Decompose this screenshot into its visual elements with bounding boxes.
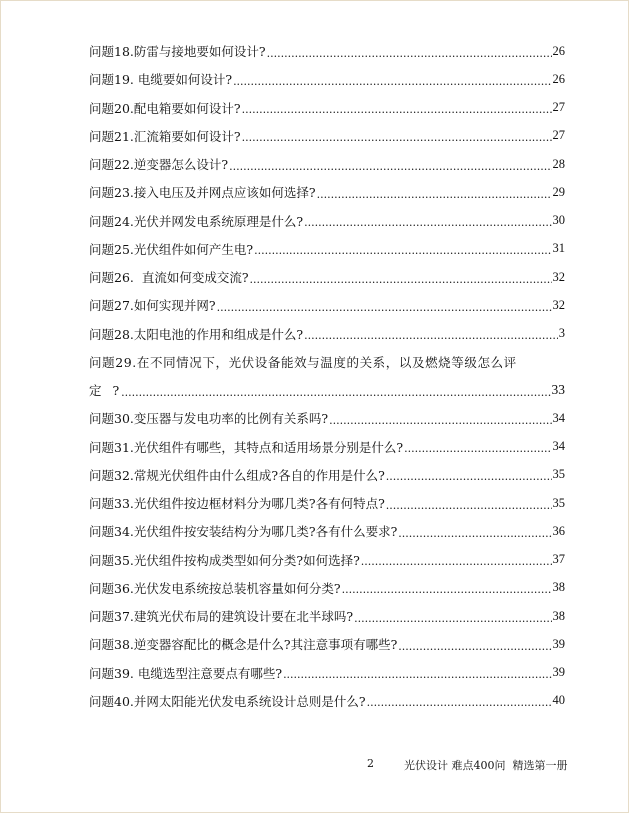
toc-entry-page: 34: [552, 410, 565, 425]
book-title: 光伏设计 难点400问 精选第一册: [404, 759, 568, 772]
toc-entry-title: 定 ?: [89, 383, 121, 399]
toc-leader-dots: [342, 581, 552, 596]
toc-entry-page: 40: [552, 693, 565, 708]
toc-entry-page: 3: [558, 326, 565, 341]
toc-entry-page: 32: [552, 269, 565, 284]
toc-entry-title: 问题22.逆变器怎么设计?: [89, 157, 229, 173]
toc-entry[interactable]: [89, 489, 565, 517]
toc-entry[interactable]: [89, 574, 565, 602]
toc-entry[interactable]: [89, 291, 565, 319]
toc-entry-title: 问题33.光伏组件按边框材料分为哪几类?各有何特点?: [89, 496, 385, 512]
toc-entry-continuation[interactable]: [89, 376, 565, 404]
toc-entry-page: 29: [552, 184, 565, 199]
toc-entry[interactable]: [89, 602, 565, 630]
toc-entry-page: 35: [552, 495, 565, 510]
table-of-contents: [89, 37, 565, 715]
toc-leader-dots: [398, 525, 551, 540]
toc-leader-dots: [329, 412, 551, 427]
toc-entry[interactable]: [89, 207, 565, 235]
toc-entry-page: 27: [552, 100, 565, 115]
toc-entry-title: 问题36.光伏发电系统按总装机容量如何分类?: [89, 580, 341, 596]
toc-entry-page: 30: [552, 213, 565, 228]
toc-entry-title: 问题35.光伏组件按构成类型如何分类?如何选择?: [89, 552, 360, 568]
toc-entry-title: 问题27.如何实现并网?: [89, 298, 216, 314]
toc-leader-dots: [354, 610, 551, 625]
toc-leader-dots: [254, 242, 551, 257]
toc-entry[interactable]: [89, 235, 565, 263]
toc-entry-title: 问题19. 电缆要如何设计?: [89, 72, 233, 88]
toc-entry-page: 26: [552, 43, 565, 58]
toc-leader-dots: [317, 186, 552, 201]
toc-entry[interactable]: [89, 659, 565, 687]
toc-leader-dots: [367, 694, 552, 709]
toc-entry[interactable]: [89, 687, 565, 715]
toc-entry-page: 33: [551, 382, 565, 398]
toc-entry-page: 31: [552, 241, 565, 256]
toc-entry-title: 问题40.并网太阳能光伏发电系统设计总则是什么?: [89, 693, 366, 709]
toc-leader-dots: [404, 440, 551, 455]
toc-entry-page: 26: [552, 71, 565, 86]
toc-entry-title: 问题37.建筑光伏布局的建筑设计要在北半球吗?: [89, 609, 354, 625]
toc-entry-title: 问题23.接入电压及并网点应该如何选择?: [89, 185, 316, 201]
toc-entry[interactable]: [89, 178, 565, 206]
toc-entry-page: 35: [552, 467, 565, 482]
toc-entry[interactable]: [89, 461, 565, 489]
toc-entry[interactable]: [89, 348, 565, 376]
toc-entry[interactable]: [89, 433, 565, 461]
toc-leader-dots: [304, 214, 551, 229]
toc-entry-title: 问题31.光伏组件有哪些，其特点和适用场景分别是什么?: [89, 439, 404, 455]
toc-leader-dots: [121, 384, 550, 399]
toc-entry-title: 问题20.配电箱要如何设计?: [89, 100, 241, 116]
toc-leader-dots: [242, 129, 552, 144]
page-number: 2: [367, 757, 374, 770]
toc-entry[interactable]: [89, 65, 565, 93]
toc-entry-title: 问题34.光伏组件按安装结构分为哪几类?各有什么要求?: [89, 524, 398, 540]
toc-leader-dots: [361, 553, 552, 568]
toc-leader-dots: [386, 468, 552, 483]
toc-entry-title: 问题26. 直流如何变成交流?: [89, 270, 249, 286]
toc-entry-page: 28: [552, 156, 565, 171]
toc-leader-dots: [229, 158, 551, 173]
toc-entry-page: 32: [552, 297, 565, 312]
toc-entry-title: 问题39. 电缆选型注意要点有哪些?: [89, 665, 283, 681]
toc-entry[interactable]: [89, 320, 565, 348]
toc-entry[interactable]: [89, 630, 565, 658]
toc-entry[interactable]: [89, 517, 565, 545]
toc-leader-dots: [250, 271, 552, 286]
toc-entry[interactable]: [89, 150, 565, 178]
toc-entry[interactable]: [89, 94, 565, 122]
toc-leader-dots: [217, 299, 552, 314]
toc-entry[interactable]: [89, 37, 565, 65]
toc-entry-title: 问题24.光伏并网发电系统原理是什么?: [89, 213, 304, 229]
toc-leader-dots: [386, 497, 552, 512]
toc-entry-title: 问题30.变压器与发电功率的比例有关系吗?: [89, 411, 329, 427]
toc-entry[interactable]: [89, 122, 565, 150]
toc-leader-dots: [283, 666, 551, 681]
toc-entry-page: 37: [552, 552, 565, 567]
toc-entry-title: 问题32.常规光伏组件由什么组成?各自的作用是什么?: [89, 467, 385, 483]
toc-entry-title: 问题38.逆变器容配比的概念是什么?其注意事项有哪些?: [89, 637, 398, 653]
toc-entry-page: 27: [552, 128, 565, 143]
toc-leader-dots: [242, 101, 552, 116]
toc-entry[interactable]: [89, 546, 565, 574]
toc-entry-title: 问题28.太阳电池的作用和组成是什么?: [89, 326, 304, 342]
toc-entry-page: 39: [552, 636, 565, 651]
toc-entry-title: 问题25.光伏组件如何产生电?: [89, 241, 254, 257]
toc-leader-dots: [267, 45, 552, 60]
toc-leader-dots: [398, 638, 551, 653]
toc-entry-page: 38: [552, 608, 565, 623]
toc-leader-dots: [304, 327, 558, 342]
toc-entry-title: 问题21.汇流箱要如何设计?: [89, 128, 241, 144]
toc-leader-dots: [233, 73, 551, 88]
page-footer: [367, 757, 568, 773]
toc-entry-page: 38: [552, 580, 565, 595]
toc-entry-page: 39: [552, 665, 565, 680]
toc-entry-page: 34: [552, 439, 565, 454]
toc-entry-title: 问题29.在不同情况下，光伏设备能效与温度的关系，以及燃烧等级怎么评: [89, 354, 517, 370]
toc-entry-title: 问题18.防雷与接地要如何设计?: [89, 44, 266, 60]
toc-entry[interactable]: [89, 404, 565, 432]
toc-entry[interactable]: [89, 263, 565, 291]
toc-entry-page: 36: [552, 523, 565, 538]
